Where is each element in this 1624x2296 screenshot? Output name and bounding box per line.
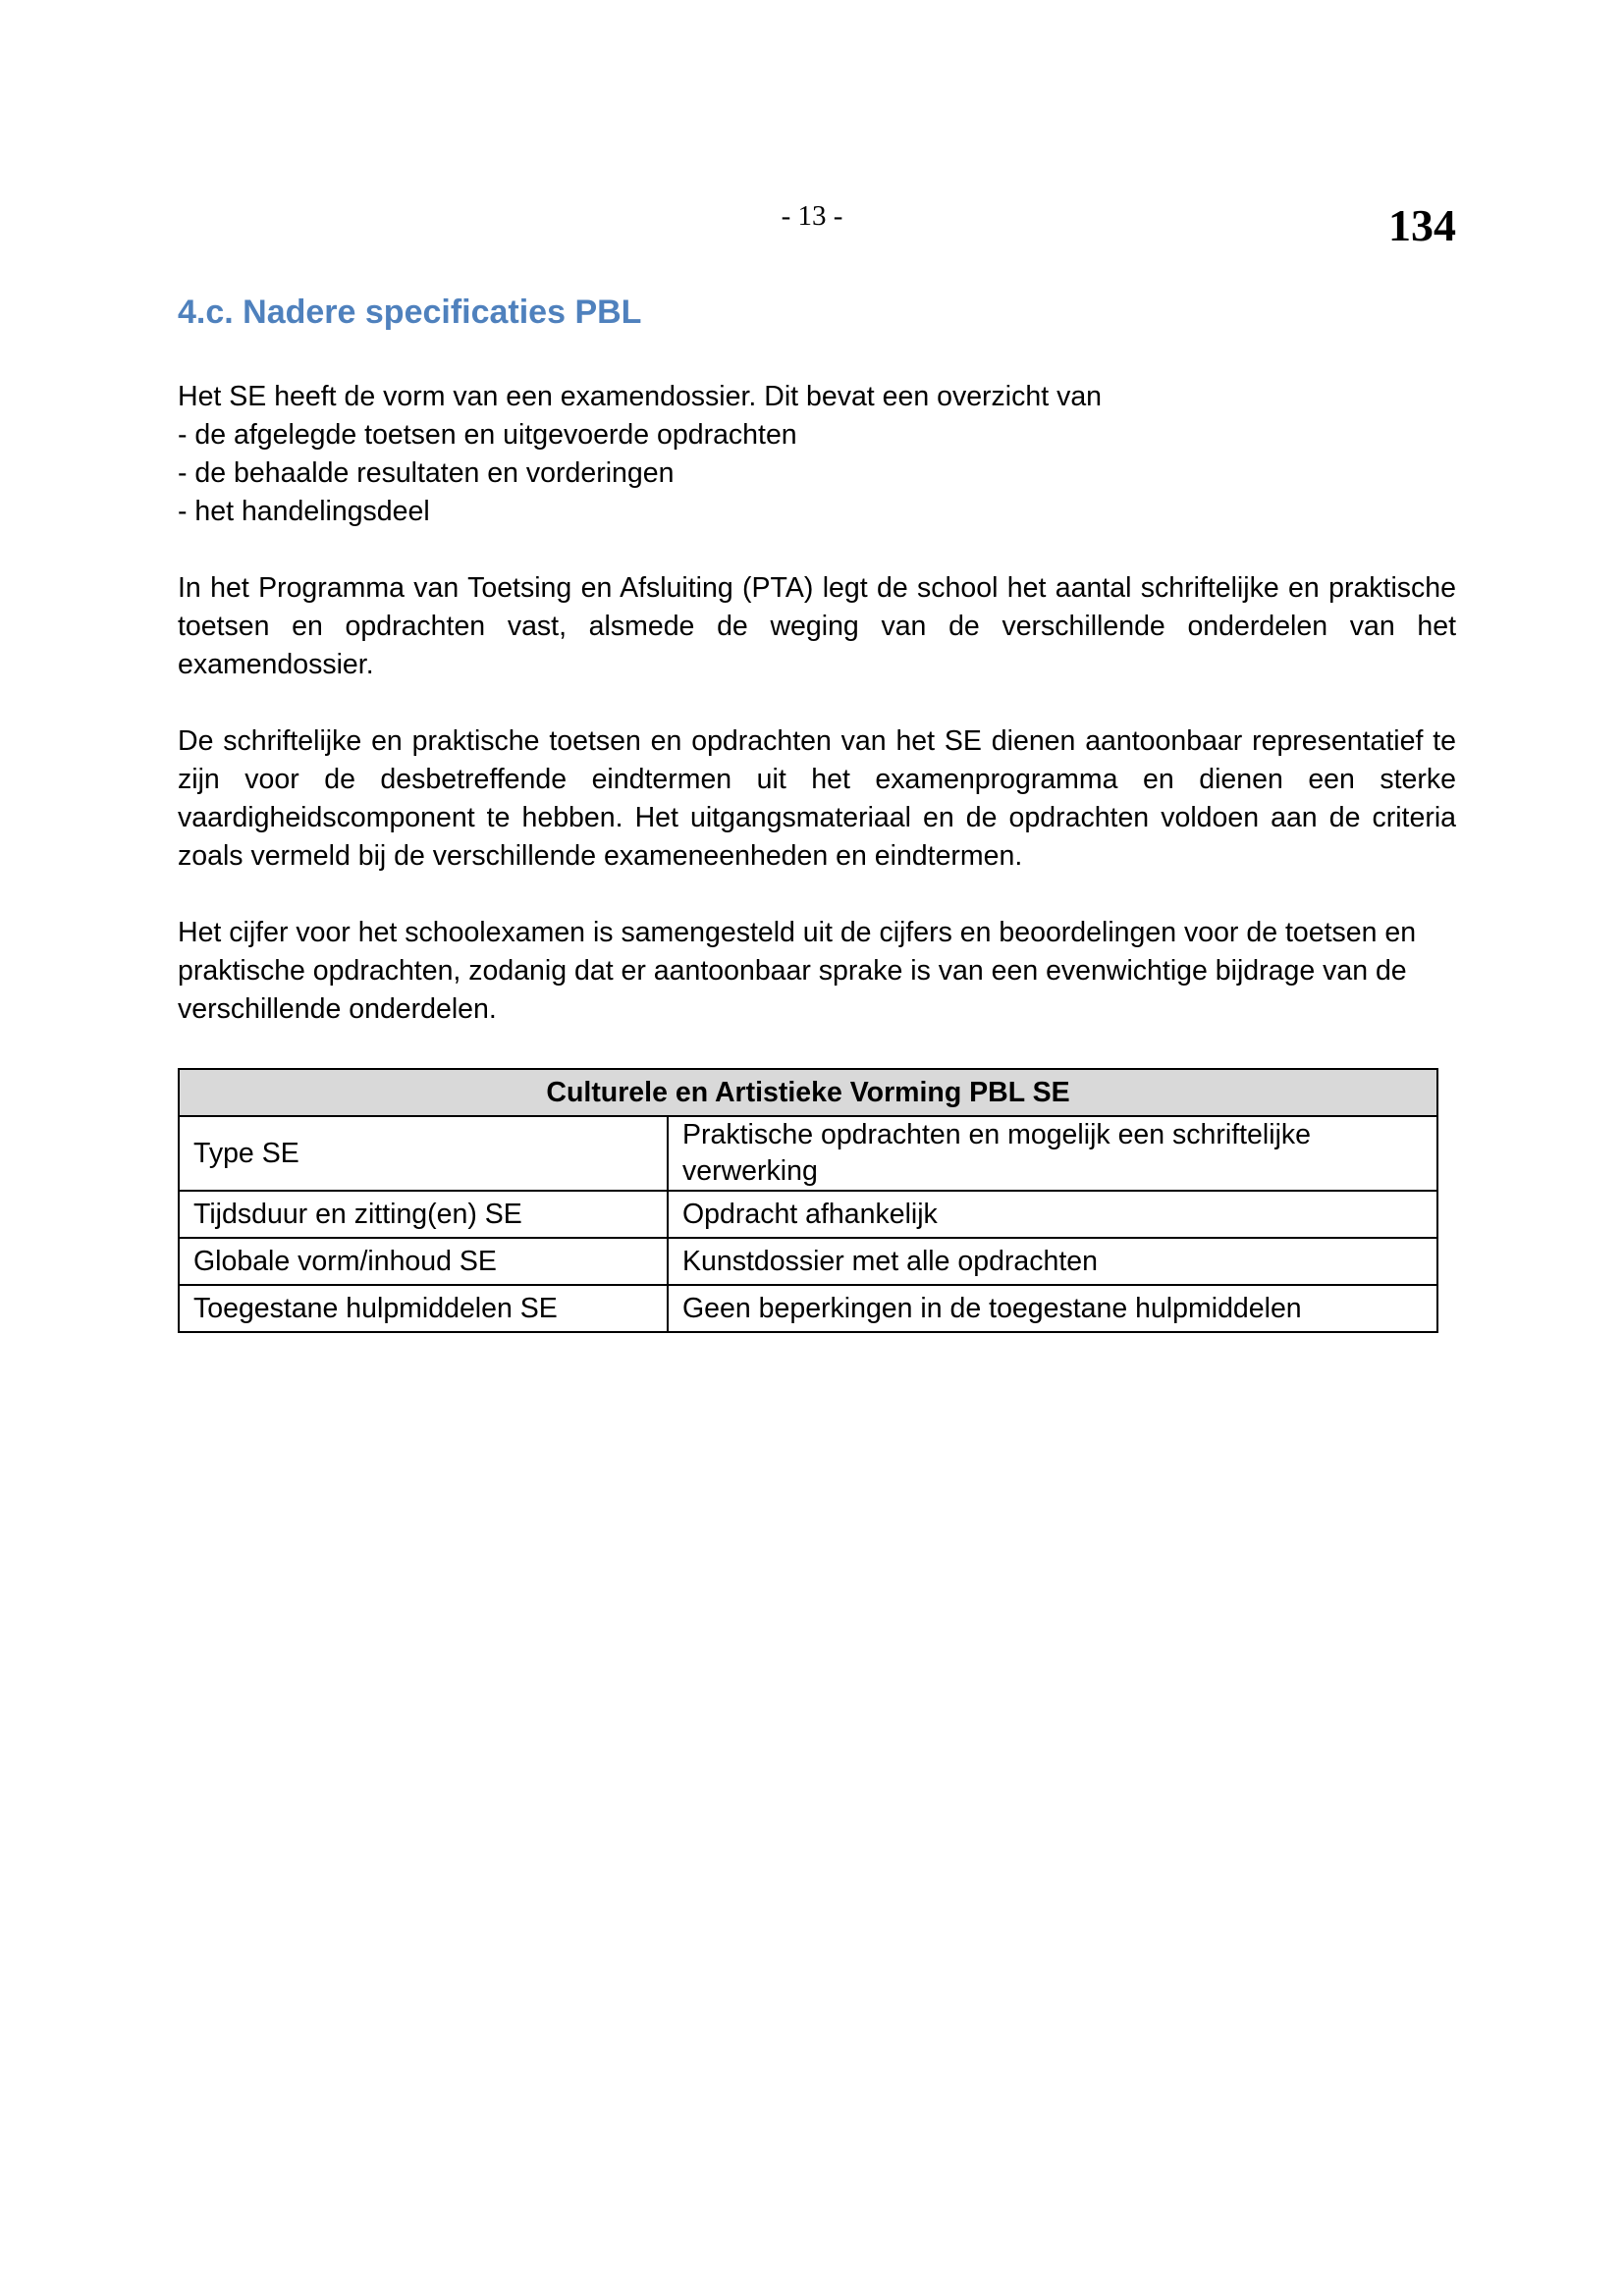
section-heading: 4.c. Nadere specificaties PBL xyxy=(178,294,642,331)
table-row xyxy=(179,1238,1437,1285)
table-row xyxy=(179,1285,1437,1332)
intro-paragraph xyxy=(178,378,1456,531)
table-row xyxy=(179,1191,1437,1238)
row-label: Tijdsduur en zitting(en) SE xyxy=(179,1191,668,1238)
pta-paragraph: In het Programma van Toetsing en Afsluiting (PTA) legt de school het aantal schriftelijke en praktische toetsen en opdrachten vast, alsmede de weging van de verschillende onderdelen van het examendossier. xyxy=(178,572,1456,680)
row-value: Praktische opdrachten en mogelijk een schriftelijke verwerking xyxy=(668,1116,1437,1191)
intro-lead: Het SE heeft de vorm van een examendossier. Dit bevat een overzicht van xyxy=(178,381,1103,412)
document-page-number: 134 xyxy=(1388,200,1456,250)
table-header-row xyxy=(179,1069,1437,1116)
body-text xyxy=(178,378,1456,1067)
row-value: Geen beperkingen in de toegestane hulpmiddelen xyxy=(668,1285,1437,1332)
row-label: Type SE xyxy=(179,1116,668,1191)
specification-table xyxy=(178,1068,1438,1333)
list-item: - de afgelegde toetsen en uitgevoerde opdrachten xyxy=(178,419,797,451)
table-row xyxy=(179,1116,1437,1191)
row-value: Opdracht afhankelijk xyxy=(668,1191,1437,1238)
page-number: - 13 - xyxy=(781,200,843,232)
representatief-paragraph: De schriftelijke en praktische toetsen en opdrachten van het SE dienen aantoonbaar representatief te zijn voor de desbetreffende eindtermen uit het examenprogramma en dienen een sterke vaardigheidscomponent te hebben. Het uitgangsmateriaal en de opdrachten voldoen aan de criteria zoals vermeld bij de verschillende exameneenheden en eindtermen. xyxy=(178,725,1456,872)
cijfer-paragraph: Het cijfer voor het schoolexamen is samengesteld uit de cijfers en beoordelingen voor de toetsen en praktische opdrachten, zodanig dat er aantoonbaar sprake is van een evenwichtige bijdrage van de verschillende onderdelen. xyxy=(178,917,1417,1025)
row-label: Globale vorm/inhoud SE xyxy=(179,1238,668,1285)
row-value: Kunstdossier met alle opdrachten xyxy=(668,1238,1437,1285)
list-item: - het handelingsdeel xyxy=(178,496,430,527)
list-item: - de behaalde resultaten en vorderingen xyxy=(178,457,675,489)
row-label: Toegestane hulpmiddelen SE xyxy=(179,1285,668,1332)
table-title: Culturele en Artistieke Vorming PBL SE xyxy=(179,1069,1437,1116)
